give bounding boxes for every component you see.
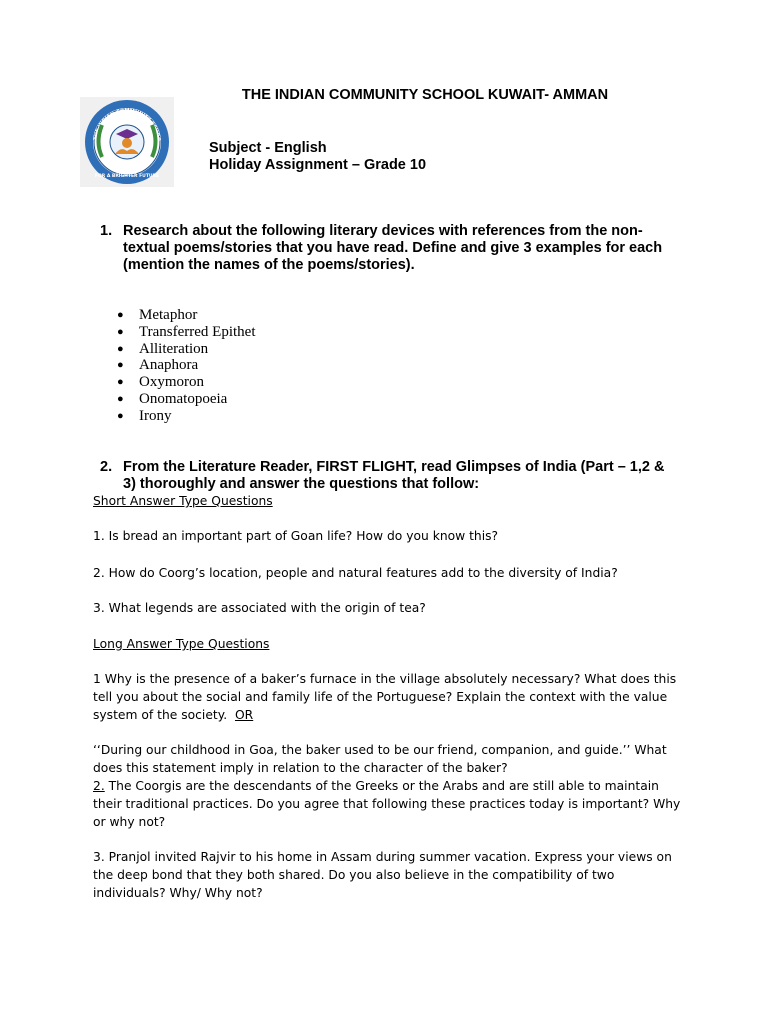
question-1-text: Research about the following literary devices with references from the non-textual poems/stories that you have read. Define and give 3 examples for each (mention the names of the poems/stories). bbox=[123, 223, 663, 273]
bullet-icon: ● bbox=[117, 409, 124, 422]
question-2-text: From the Literature Reader, FIRST FLIGHT, read Glimpses of India (Part – 1,2 & 3) thoroughly and answer the questions that follow: bbox=[123, 459, 665, 492]
bullet-icon: ● bbox=[117, 359, 124, 372]
long-answer-heading: Long Answer Type Questions bbox=[93, 637, 270, 651]
question-2-number: 2. bbox=[100, 459, 113, 475]
long-question-quote: ‘‘During our childhood in Goa, the baker used to be our friend, companion, and guide.’’ What does this statement imply in relation to the character of the baker? bbox=[93, 743, 667, 775]
assignment-line: Holiday Assignment – Grade 10 bbox=[209, 157, 427, 173]
list-item: ● Onomatopoeia bbox=[117, 390, 228, 407]
literary-devices-list bbox=[117, 307, 256, 425]
subject-line: Subject - English bbox=[209, 140, 327, 156]
list-item: ● Oxymoron bbox=[117, 374, 204, 391]
svg-text:FOR A BRIGHTER FUTURE: FOR A BRIGHTER FUTURE bbox=[94, 174, 160, 179]
question-1-heading bbox=[100, 223, 680, 274]
long-question-1: 1 Why is the presence of a baker’s furnace in the village absolutely necessary? What does this tell you about the social and family life of the Portuguese? Explain the context with the value system of the society. OR bbox=[93, 672, 677, 722]
bullet-icon: ● bbox=[117, 309, 124, 321]
subject-block bbox=[209, 140, 426, 174]
or-label: OR bbox=[234, 707, 254, 722]
bullet-icon: ● bbox=[117, 376, 124, 389]
school-title: THE INDIAN COMMUNITY SCHOOL KUWAIT- AMMAN bbox=[241, 87, 609, 103]
short-answer-heading: Short Answer Type Questions bbox=[93, 494, 273, 508]
short-question-3: 3. What legends are associated with the origin of tea? bbox=[93, 601, 426, 615]
bullet-icon: ● bbox=[117, 325, 124, 338]
long-question-2: 2. The Coorgis are the descendants of the Greeks or the Arabs and are still able to maintain their traditional practices. Do you agree that following these practices today is important? Why or why not? bbox=[93, 779, 681, 829]
list-item: ● Metaphor bbox=[117, 307, 198, 323]
short-question-1: 1. Is bread an important part of Goan life? How do you know this? bbox=[93, 529, 499, 543]
list-item: ● Transferred Epithet bbox=[117, 323, 256, 340]
svg-text:THE INDIAN COMMUNITY SCHOOL KU: THE INDIAN COMMUNITY SCHOO bbox=[93, 107, 162, 142]
question-2-heading bbox=[100, 459, 680, 493]
list-item: ● Anaphora bbox=[117, 357, 199, 374]
list-item: ● Irony bbox=[117, 407, 172, 424]
school-logo-icon bbox=[80, 97, 174, 187]
list-item: ● Alliteration bbox=[117, 340, 209, 357]
long-question-3: 3. Pranjol invited Rajvir to his home in Assam during summer vacation. Express your views on the deep bond that they both shared. Do you also believe in the compatibility of two individuals? Why/ Why not? bbox=[93, 850, 672, 900]
short-question-2: 2. How do Coorg’s location, people and natural features add to the diversity of India? bbox=[93, 566, 618, 580]
question-1-number: 1. bbox=[100, 223, 113, 239]
bullet-icon: ● bbox=[117, 342, 124, 355]
long-question-2-number: 2. bbox=[93, 779, 105, 793]
school-logo bbox=[80, 97, 174, 187]
bullet-icon: ● bbox=[117, 392, 124, 405]
